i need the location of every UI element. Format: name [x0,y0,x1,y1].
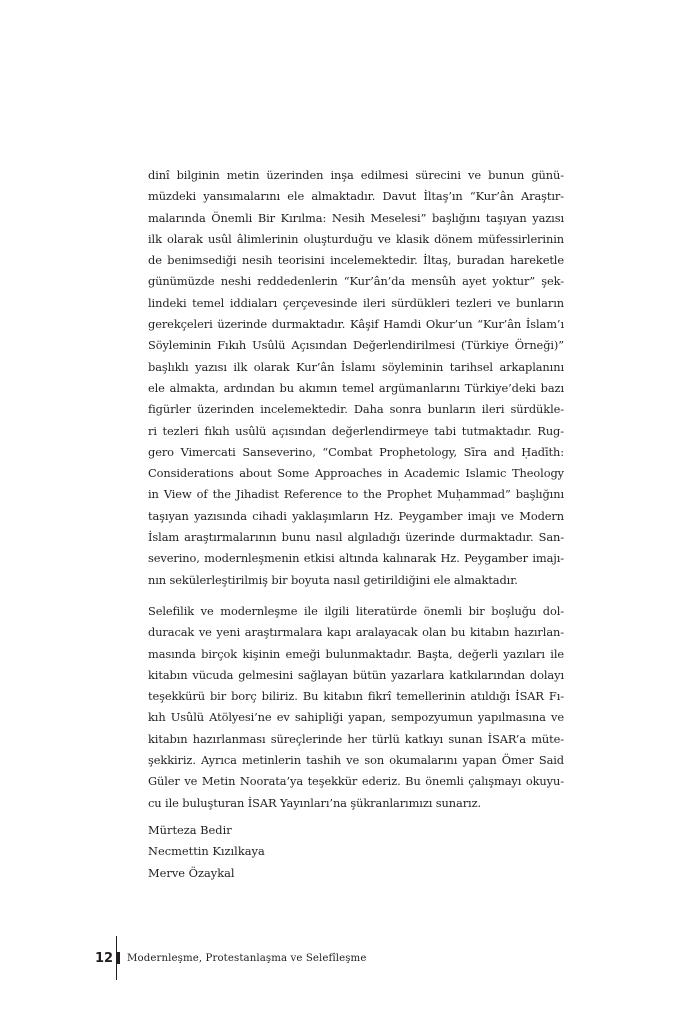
text-line: teşekkürü bir borç biliriz. Bu kitabın fikrî temellerinin atıldığı İSAR Fı- [148,689,564,704]
text-line: in View of the Jihadist Reference to the Prophet Muḥammad” başlığını [148,487,564,502]
text-line: kitabın vücuda gelmesini sağlayan bütün yazarlara katkılarından dolayı [148,667,564,682]
signature-name: Necmettin Kızılkaya [148,844,265,859]
running-title: Modernleşme, Protestanlaşma ve Selefîleşme [127,952,367,964]
page-footer [95,936,366,980]
text-line: günümüzde neshi reddedenlerin “Kur’ân’da mensûh ayet yoktur” şek- [148,274,564,289]
text-line: duracak ve yeni araştırmalara kapı aralayacak olan bu kitabın hazırlan- [148,625,564,640]
text-line: cu ile buluşturan İSAR Yayınları’na şükranlarımızı sunarız. [148,795,482,810]
text-line: İslam araştırmalarının bunu nasıl algıladığı üzerinde durmaktadır. San- [148,530,564,545]
signature-name: Merve Özaykal [148,865,235,880]
text-line: ele almakta, ardından bu akımın temel argümanlarını Türkiye’deki bazı [148,380,564,395]
text-line: ri tezleri fıkıh usûlü açısından değerlendirmeye tabi tutmaktadır. Rug- [148,423,564,438]
text-line: başlıklı yazısı ilk olarak Kur’ân İslamı söyleminin tarihsel arkaplanını [148,359,564,374]
text-line: malarında Önemli Bir Kırılma: Nesih Meselesi” başlığını taşıyan yazısı [148,210,564,225]
text-line: masında birçok kişinin emeği bulunmaktadır. Başta, değerli yazıları ile [148,646,564,661]
text-line: gerekçeleri üzerinde durmaktadır. Kâşif Hamdi Okur’un “Kur’ân İslam’ı [148,317,564,332]
text-line: dinî bilginin metin üzerinden inşa edilmesi sürecini ve bunun günü- [148,168,564,182]
main-text [148,165,564,814]
signature-name: Mürteza Bedir [148,823,232,837]
text-line: şekkiriz. Ayrıca metinlerin tashih ve son okumalarını yapan Ömer Said [148,753,564,768]
text-line: kıh Usûlü Atölyesi’ne ev sahipliği yapan, sempozyumun yapılmasına ve [148,710,564,725]
text-line: müzdeki yansımalarını ele almaktadır. Davut İltaş’ın “Kur’ân Araştır- [148,189,564,204]
page-number: 12 [95,950,114,966]
text-line: kitabın hazırlanması süreçlerinde her türlü katkıyı sunan İSAR’a müte- [148,731,564,746]
text-line: Selefilik ve modernleşme ile ilgili literatürde önemli bir boşluğu dol- [148,603,564,618]
signature-block [148,820,265,884]
text-line: ilk olarak usûl âlimlerinin oluşturduğu ve klasik dönem müfessirlerinin [148,231,564,246]
text-line: lindeki temel iddiaları çerçevesinde ileri sürdükleri tezleri ve bunların [148,295,564,310]
footer-divider [116,936,117,980]
text-line: figürler üzerinden incelemektedir. Daha sonra bunların ileri sürdükle- [148,402,564,417]
text-line: taşıyan yazısında cihadi yaklaşımların Hz. Peygamber imajı ve Modern [148,508,564,523]
text-line: nın sekülerleştirilmiş bir boyuta nasıl getirildiğini ele almaktadır. [148,572,518,587]
text-line: Güler ve Metin Noorata’ya teşekkür ederiz. Bu önemli çalışmayı okuyu- [148,774,564,789]
text-line: severino, modernleşmenin etkisi altında kalınarak Hz. Peygamber imajı- [148,551,564,566]
text-line: gero Vimercati Sanseverino, “Combat Prophetology, Sīra and Ḥadīth: [148,444,564,459]
text-line: Considerations about Some Approaches in Academic Islamic Theology [148,466,564,481]
text-line: Söyleminin Fıkıh Usûlü Açısından Değerlendirilmesi (Türkiye Örneği)” [148,338,564,353]
paragraph-2 [148,601,564,814]
text-line: de benimsediği nesih teorisini incelemektedir. İltaş, buradan hareketle [148,253,564,268]
paragraph-1 [148,165,564,591]
